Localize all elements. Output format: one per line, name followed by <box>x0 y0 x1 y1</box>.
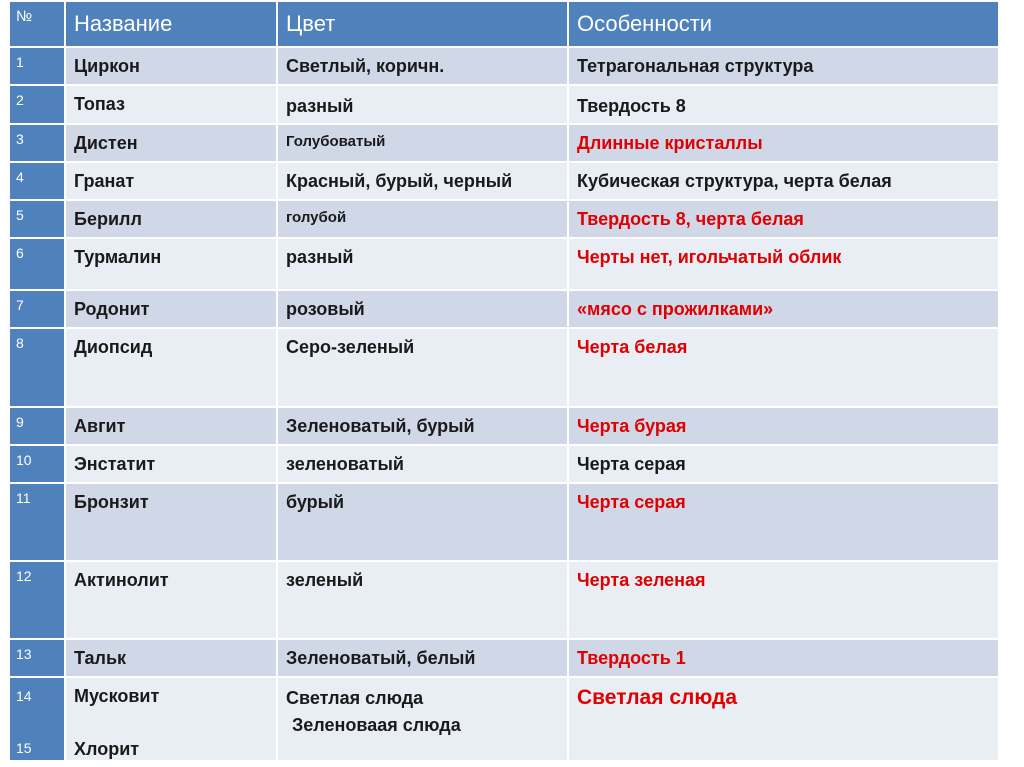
row-color: Серо-зеленый <box>277 328 568 407</box>
row-color: голубой <box>277 200 568 238</box>
row-color: разный <box>277 238 568 290</box>
row-features: «мясо с прожилками» <box>568 290 999 328</box>
table-row <box>9 639 999 677</box>
row-num: 7 <box>9 290 65 328</box>
row-num: 8 <box>9 328 65 407</box>
row-features: Черта белая <box>568 328 999 407</box>
table-row <box>9 407 999 445</box>
row-name: Бронзит <box>65 483 277 561</box>
row-name: Циркон <box>65 47 277 85</box>
row-features: Черта серая <box>568 483 999 561</box>
table-row <box>9 483 999 561</box>
row-num: 11 <box>9 483 65 561</box>
table-row <box>9 200 999 238</box>
row-num: 1 <box>9 47 65 85</box>
row-color: бурый <box>277 483 568 561</box>
row-features: Твердость 8 <box>568 85 999 124</box>
row-features: Черта бурая <box>568 407 999 445</box>
row-num: 6 <box>9 238 65 290</box>
table-row <box>9 677 999 761</box>
row-color: зеленоватый <box>277 445 568 483</box>
table-row <box>9 445 999 483</box>
row-features: Черты нет, игольчатый облик <box>568 238 999 290</box>
row-name: Тальк <box>65 639 277 677</box>
row-features: Черта зеленая <box>568 561 999 639</box>
row-color: зеленый <box>277 561 568 639</box>
row-num: 15 <box>16 740 32 756</box>
row-color: Светлый, коричн. <box>277 47 568 85</box>
row-color: Голубоватый <box>277 124 568 162</box>
row-name: Турмалин <box>65 238 277 290</box>
row-color-pair <box>277 677 568 761</box>
row-name-pair <box>65 677 277 761</box>
minerals-table <box>8 0 1000 762</box>
row-name: Энстатит <box>65 445 277 483</box>
row-color: Зеленоватый, белый <box>277 639 568 677</box>
row-name: Хлорит <box>74 739 140 759</box>
table-row <box>9 85 999 124</box>
row-name: Актинолит <box>65 561 277 639</box>
row-name: Топаз <box>65 85 277 124</box>
row-name: Гранат <box>65 162 277 200</box>
row-num: 13 <box>9 639 65 677</box>
row-features: Твердость 8, черта белая <box>568 200 999 238</box>
header-row <box>9 1 999 47</box>
row-color: Зеленоватый, бурый <box>277 407 568 445</box>
table-row <box>9 238 999 290</box>
row-num: 4 <box>9 162 65 200</box>
row-name: Диопсид <box>65 328 277 407</box>
row-color: разный <box>277 85 568 124</box>
row-name: Берилл <box>65 200 277 238</box>
table-row <box>9 561 999 639</box>
row-features: Длинные кристаллы <box>568 124 999 162</box>
table-row <box>9 47 999 85</box>
row-color: Светлая слюда <box>286 688 424 708</box>
row-name: Родонит <box>65 290 277 328</box>
row-features: Черта серая <box>568 445 999 483</box>
row-num: 2 <box>9 85 65 124</box>
row-num: 5 <box>9 200 65 238</box>
table-row <box>9 290 999 328</box>
row-features: Светлая слюда <box>568 677 999 761</box>
row-num: 14 <box>16 688 32 704</box>
row-features: Твердость 1 <box>568 639 999 677</box>
row-num: 12 <box>9 561 65 639</box>
row-features: Тетрагональная структура <box>568 47 999 85</box>
row-color: Красный, бурый, черный <box>277 162 568 200</box>
header-features: Особенности <box>568 1 999 47</box>
header-color: Цвет <box>277 1 568 47</box>
header-num: № <box>9 1 65 47</box>
header-name: Название <box>65 1 277 47</box>
table-row <box>9 124 999 162</box>
row-num: 10 <box>9 445 65 483</box>
table-row <box>9 162 999 200</box>
row-num: 9 <box>9 407 65 445</box>
row-features: Кубическая структура, черта белая <box>568 162 999 200</box>
row-name: Мусковит <box>74 686 160 706</box>
row-name: Авгит <box>65 407 277 445</box>
row-num-pair <box>9 677 65 761</box>
row-num: 3 <box>9 124 65 162</box>
row-color: Зеленоваая слюда <box>292 715 461 735</box>
table-row <box>9 328 999 407</box>
row-color: розовый <box>277 290 568 328</box>
row-name: Дистен <box>65 124 277 162</box>
